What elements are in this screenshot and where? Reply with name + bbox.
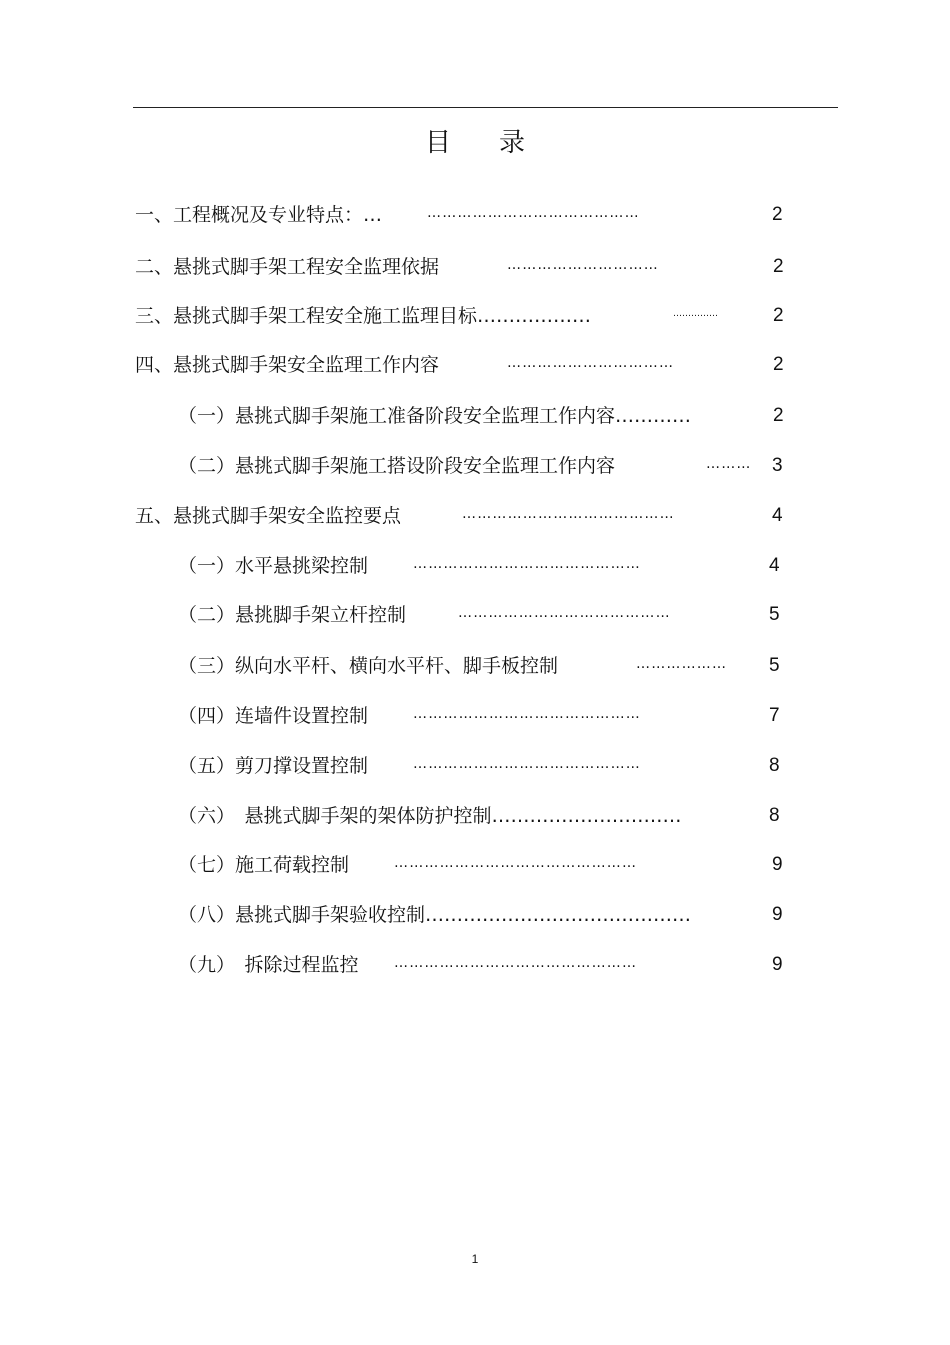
toc-leader: ………………………………………… bbox=[394, 855, 638, 871]
toc-page-number: 2 bbox=[773, 305, 784, 326]
toc-leader: …………… bbox=[673, 309, 718, 319]
toc-entry[interactable] bbox=[135, 503, 795, 529]
toc-leader: ……………………………………… bbox=[413, 556, 641, 572]
toc-entry-text: （四）连墙件设置控制 bbox=[178, 705, 369, 727]
toc-leader: ……… bbox=[706, 456, 752, 472]
toc-leader: ………………………………………… bbox=[394, 955, 638, 971]
toc-leader: …………………………………… bbox=[458, 605, 671, 621]
toc-page-number: 2 bbox=[773, 256, 784, 277]
toc-entry[interactable] bbox=[178, 653, 795, 679]
toc-entry-text: 四、悬挑式脚手架安全监理工作内容 bbox=[135, 354, 440, 376]
toc-entry[interactable] bbox=[135, 202, 795, 228]
toc-entry-text: （九） 拆除过程监控 bbox=[178, 954, 359, 976]
toc-entry[interactable] bbox=[178, 852, 795, 878]
toc-entry-text: 二、悬挑式脚手架工程安全监理依据 bbox=[135, 256, 440, 278]
toc-leader: ……………………………………… bbox=[413, 756, 641, 772]
toc-page-number: 4 bbox=[769, 555, 780, 576]
toc-entry[interactable] bbox=[178, 602, 795, 628]
toc-entry-text: （七）施工荷载控制 bbox=[178, 854, 350, 876]
toc-page-number: 5 bbox=[769, 604, 780, 625]
title-char-1: 目 bbox=[424, 128, 451, 158]
toc-page-number: 4 bbox=[772, 505, 783, 526]
toc-entry-text: 三、悬挑式脚手架工程安全施工监理目标……………… bbox=[135, 305, 592, 327]
toc-entry[interactable] bbox=[178, 553, 795, 579]
toc-page-number: 8 bbox=[769, 755, 780, 776]
toc-entry-text: （二）悬挑式脚手架施工搭设阶段安全监理工作内容 bbox=[178, 455, 616, 477]
title-char-2: 录 bbox=[499, 128, 526, 158]
toc-leader: ………………………… bbox=[507, 257, 659, 273]
toc-entry[interactable] bbox=[178, 403, 795, 429]
toc-entry-text: （一）悬挑式脚手架施工准备阶段安全监理工作内容………… bbox=[178, 405, 692, 427]
toc-entry-text: （一）水平悬挑梁控制 bbox=[178, 555, 369, 577]
toc-leader: …………………………………… bbox=[427, 205, 640, 221]
toc-entry-text: （八）悬挑式脚手架验收控制…………………………………… bbox=[178, 904, 692, 926]
toc-page-number: 9 bbox=[772, 954, 783, 975]
page-number: 1 bbox=[471, 1252, 479, 1266]
toc-entry-text: 一、工程概况及专业特点：… bbox=[135, 204, 383, 226]
toc-entry[interactable] bbox=[178, 902, 795, 928]
toc-entry[interactable] bbox=[178, 703, 795, 729]
toc-entry[interactable] bbox=[135, 254, 795, 280]
toc-entry[interactable] bbox=[178, 453, 795, 479]
toc-leader: …………………………… bbox=[507, 355, 675, 371]
toc-entry[interactable] bbox=[178, 803, 795, 829]
toc-entry-text: 五、悬挑式脚手架安全监控要点 bbox=[135, 505, 402, 527]
toc-entry-text: （五）剪刀撑设置控制 bbox=[178, 755, 369, 777]
toc-entry[interactable] bbox=[178, 952, 795, 978]
toc-page-number: 5 bbox=[769, 655, 780, 676]
toc-leader: ……………………………………… bbox=[413, 706, 641, 722]
toc-page-number: 2 bbox=[773, 354, 784, 375]
page-title bbox=[0, 122, 950, 159]
toc-entry-text: （二）悬挑脚手架立杆控制 bbox=[178, 604, 407, 626]
toc-leader: ……………… bbox=[636, 656, 728, 672]
toc-page-number: 9 bbox=[772, 854, 783, 875]
toc-page-number: 2 bbox=[773, 405, 784, 426]
toc-page-number: 8 bbox=[769, 805, 780, 826]
toc-page-number: 7 bbox=[769, 705, 780, 726]
toc-entry[interactable] bbox=[135, 352, 795, 378]
toc-page-number: 9 bbox=[772, 904, 783, 925]
toc-entry[interactable] bbox=[135, 303, 795, 329]
toc-page-number: 2 bbox=[772, 204, 783, 225]
toc-entry[interactable] bbox=[178, 753, 795, 779]
toc-leader: …………………………………… bbox=[462, 506, 675, 522]
toc-entry-text: （六） 悬挑式脚手架的架体防护控制………………………… bbox=[178, 805, 682, 827]
toc-page-number: 3 bbox=[772, 455, 783, 476]
top-rule bbox=[133, 107, 838, 108]
toc-entry-text: （三）纵向水平杆、横向水平杆、脚手板控制 bbox=[178, 655, 559, 677]
